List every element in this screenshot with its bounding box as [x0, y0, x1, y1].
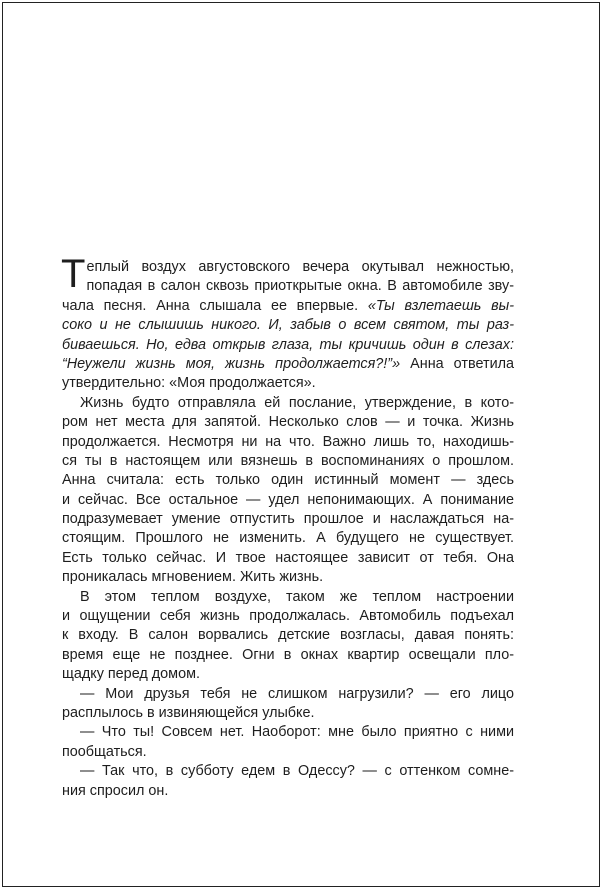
text-line	[62, 626, 514, 645]
text-run: еплый воздух августовского вечера окутывал нежностью,	[86, 259, 514, 275]
text-line	[62, 723, 514, 742]
text-run: ния спросил он.	[62, 782, 169, 799]
text-run: Есть только сейчас. И твое настоящее зависит от тебя. Она	[62, 549, 514, 566]
text-line	[62, 529, 514, 548]
paragraph	[62, 685, 514, 724]
text-line	[62, 471, 514, 490]
text-line	[62, 607, 514, 626]
text-run: и сейчас. Все остальное — удел непонимающих. А понимание	[62, 491, 514, 508]
text-line	[62, 433, 514, 452]
text-line	[62, 491, 514, 510]
paragraph	[62, 723, 514, 762]
paragraph	[62, 588, 514, 685]
text-line	[62, 336, 514, 355]
text-run: и ощущении себя жизнь продолжалась. Автомобиль подъехал	[62, 608, 514, 625]
text-line	[62, 782, 514, 801]
text-line	[62, 646, 514, 665]
text-line	[62, 762, 514, 781]
text-line	[62, 355, 514, 374]
text-run: ром нет места для запятой. Несколько слов — и точка. Жизнь	[62, 414, 514, 431]
text-line	[62, 258, 514, 277]
text-run: стоящим. Прошлого не изменить. А будущего не существует.	[62, 530, 514, 547]
text-run: Анна считала: есть только один истинный момент — здесь	[62, 472, 514, 489]
text-line	[62, 588, 514, 607]
italic-text: соко и не слышишь никого. И, забыв о всем святом, ты раз-	[62, 317, 514, 334]
text-run: — Что ты! Совсем нет. Наоборот: мне было приятно с ними	[80, 724, 514, 741]
text-run: к входу. В салон ворвались детские возгласы, давая понять:	[62, 627, 514, 644]
text-run: утвердительно: «Моя продолжается».	[62, 375, 316, 392]
text-line	[62, 568, 514, 587]
text-run: ся ты в настоящем или вязнешь в воспоминаниях о прошлом.	[62, 452, 514, 469]
text-run: щадку перед домом.	[62, 666, 200, 683]
text-line	[62, 743, 514, 762]
book-text	[61, 252, 515, 801]
text-run: подразумевает умение отпустить прошлое и наслаждаться на-	[62, 511, 514, 528]
italic-text: биваешься. Но, едва открыв глаза, ты кричишь один в слезах:	[62, 336, 514, 353]
text-line	[62, 277, 514, 296]
text-run: Анна ответила	[400, 355, 515, 372]
text-line	[62, 549, 514, 568]
text-line	[62, 704, 514, 723]
text-run: чала песня. Анна слышала ее впервые.	[62, 297, 368, 314]
text-run: Жизнь будто отправляла ей послание, утверждение, в кото-	[80, 394, 514, 411]
text-line	[62, 394, 514, 413]
text-run: — Так что, в субботу едем в Одессу? — с оттенком сомне-	[80, 763, 514, 780]
text-run: В этом теплом воздухе, таком же теплом настроении	[80, 588, 514, 605]
text-run: продолжается. Несмотря ни на что. Важно лишь то, находишь-	[62, 433, 514, 450]
text-run: проникалась мгновением. Жить жизнь.	[62, 569, 324, 586]
text-line	[62, 510, 514, 529]
italic-text: «Ты взлетаешь вы-	[367, 297, 514, 314]
text-run: расплылось в извиняющейся улыбке.	[62, 704, 315, 721]
paragraph	[61, 252, 515, 394]
text-line	[62, 413, 514, 432]
paragraph	[62, 394, 514, 588]
text-line	[62, 452, 514, 471]
text-line	[62, 374, 514, 393]
text-run: время еще не позднее. Огни в окнах квартир освещали пло-	[62, 646, 514, 663]
text-run: — Мои друзья тебя не слишком нагрузили? — его лицо	[80, 685, 514, 702]
paragraph	[62, 762, 514, 801]
text-run: пообщаться.	[62, 743, 147, 760]
text-line	[62, 685, 514, 704]
text-line	[62, 297, 514, 316]
text-line	[62, 665, 514, 684]
italic-text: “Неужели жизнь моя, жизнь продолжается?!”»	[62, 355, 401, 372]
text-line	[62, 316, 514, 335]
text-run: попадая в салон сквозь приоткрытые окна. В автомобиле зву-	[86, 278, 514, 295]
drop-cap: Т	[61, 252, 86, 296]
